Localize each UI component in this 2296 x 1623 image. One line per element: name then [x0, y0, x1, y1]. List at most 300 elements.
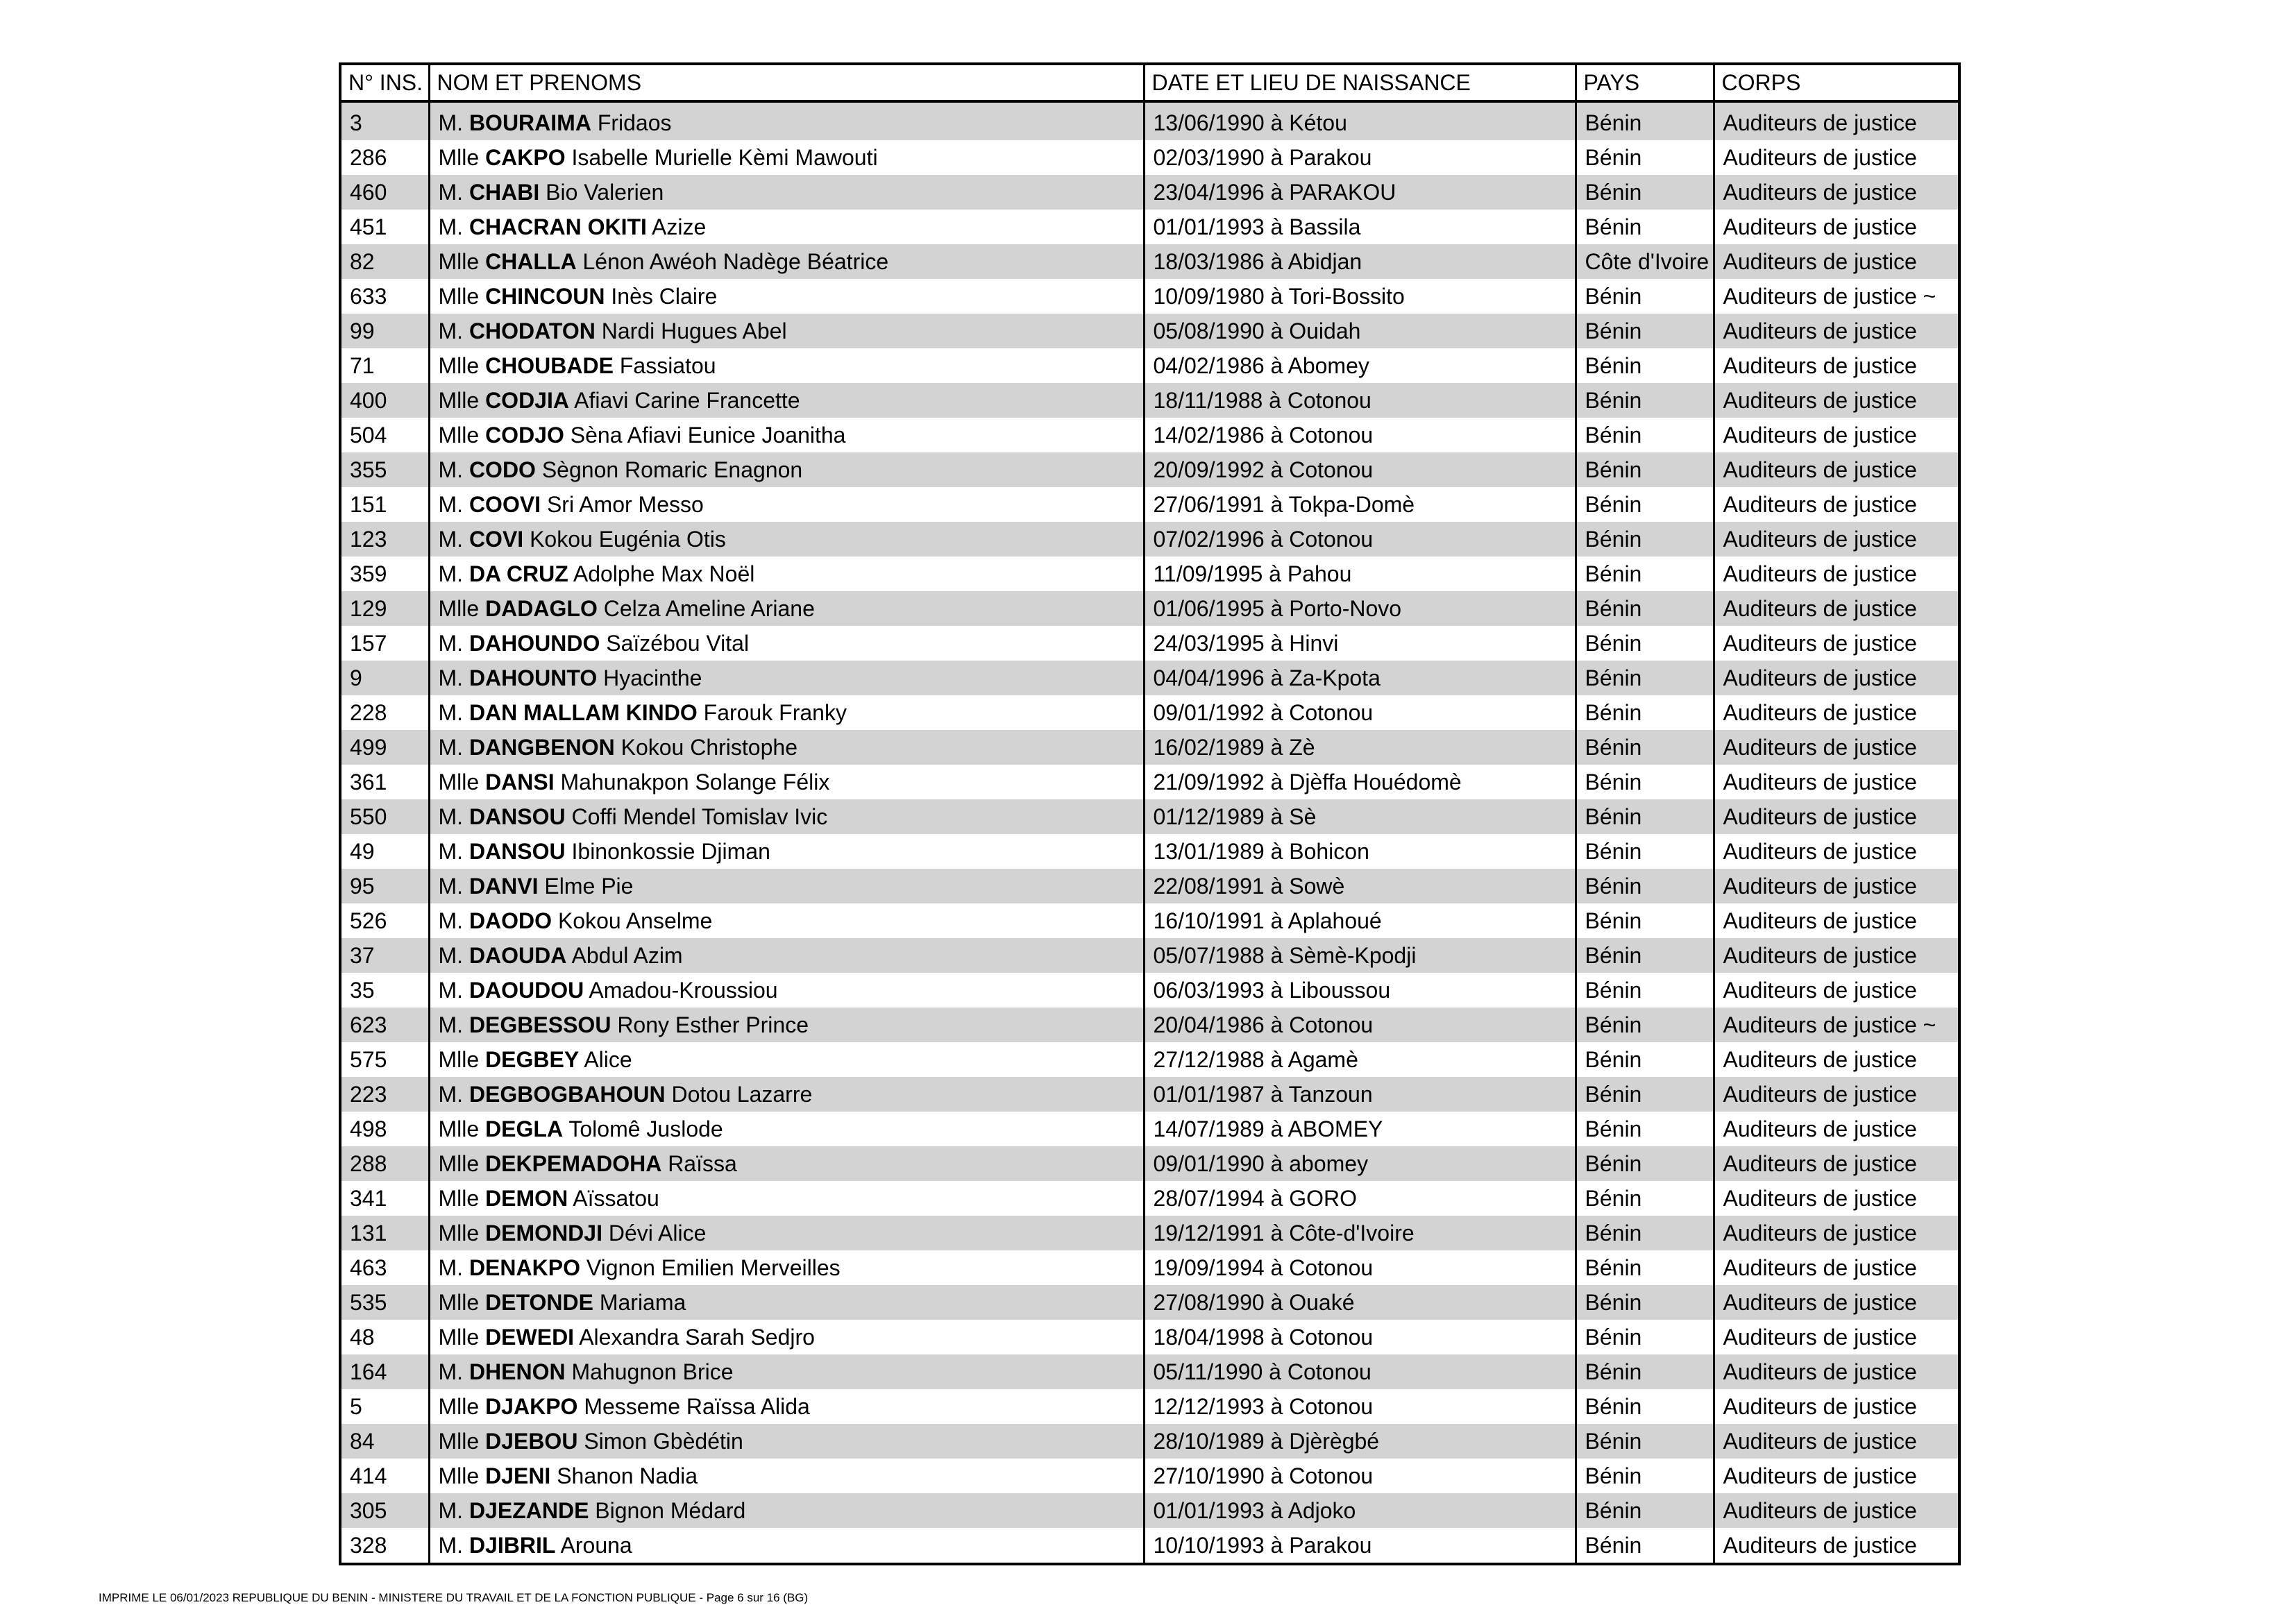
- cell-name: [429, 869, 1144, 903]
- cell-birth: 21/09/1992 à Djèffa Houédomè: [1144, 765, 1576, 799]
- header-corps: CORPS: [1714, 64, 1959, 101]
- cell-name: [429, 418, 1144, 452]
- civility: Mlle: [438, 249, 480, 274]
- given-names: Fassiatou: [619, 353, 716, 378]
- surname: DEGBEY: [485, 1047, 580, 1072]
- table-row: [340, 938, 1959, 973]
- cell-num: 49: [340, 834, 429, 869]
- table-row: [340, 556, 1959, 591]
- cell-corps: Auditeurs de justice: [1714, 1112, 1959, 1146]
- table-row: [340, 175, 1959, 210]
- cell-birth: 18/11/1988 à Cotonou: [1144, 383, 1576, 418]
- cell-corps: Auditeurs de justice: [1714, 730, 1959, 765]
- civility: Mlle: [438, 1394, 480, 1419]
- given-names: Isabelle Murielle Kèmi Mawouti: [571, 145, 878, 170]
- cell-name: [429, 799, 1144, 834]
- cell-name: [429, 244, 1144, 279]
- cell-country: Bénin: [1576, 101, 1714, 140]
- given-names: Celza Ameline Ariane: [603, 596, 815, 621]
- cell-country: Bénin: [1576, 1528, 1714, 1564]
- cell-birth: 27/12/1988 à Agamè: [1144, 1042, 1576, 1077]
- cell-name: [429, 383, 1144, 418]
- cell-birth: 18/03/1986 à Abidjan: [1144, 244, 1576, 279]
- surname: DJEBOU: [485, 1429, 578, 1454]
- cell-country: Bénin: [1576, 903, 1714, 938]
- surname: DENAKPO: [469, 1255, 580, 1280]
- cell-num: 305: [340, 1493, 429, 1528]
- header-birth: DATE ET LIEU DE NAISSANCE: [1144, 64, 1576, 101]
- surname: DANSOU: [469, 804, 566, 829]
- cell-num: 151: [340, 487, 429, 522]
- civility: M.: [438, 735, 464, 760]
- cell-birth: 27/06/1991 à Tokpa-Domè: [1144, 487, 1576, 522]
- cell-country: Bénin: [1576, 1112, 1714, 1146]
- cell-num: 526: [340, 903, 429, 938]
- cell-birth: 05/08/1990 à Ouidah: [1144, 314, 1576, 348]
- cell-birth: 16/02/1989 à Zè: [1144, 730, 1576, 765]
- page-footer: IMPRIME LE 06/01/2023 REPUBLIQUE DU BENIN - MINISTERE DU TRAVAIL ET DE LA FONCTION PUBLIQUE - Page 6 sur 16 (BG): [99, 1591, 809, 1604]
- cell-num: 164: [340, 1354, 429, 1389]
- cell-birth: 05/07/1988 à Sèmè-Kpodji: [1144, 938, 1576, 973]
- cell-corps: Auditeurs de justice: [1714, 452, 1959, 487]
- cell-birth: 20/09/1992 à Cotonou: [1144, 452, 1576, 487]
- cell-birth: 01/06/1995 à Porto-Novo: [1144, 591, 1576, 626]
- cell-corps: Auditeurs de justice: [1714, 101, 1959, 140]
- surname: COVI: [469, 527, 524, 552]
- table-row: [340, 1112, 1959, 1146]
- cell-name: [429, 1424, 1144, 1459]
- table-header: [340, 64, 1959, 101]
- cell-name: [429, 210, 1144, 244]
- cell-corps: Auditeurs de justice: [1714, 522, 1959, 556]
- table-row: [340, 799, 1959, 834]
- cell-name: [429, 730, 1144, 765]
- cell-corps: Auditeurs de justice: [1714, 626, 1959, 661]
- cell-corps: Auditeurs de justice: [1714, 383, 1959, 418]
- cell-corps: Auditeurs de justice: [1714, 348, 1959, 383]
- civility: Mlle: [438, 284, 480, 309]
- surname: CODJIA: [485, 388, 569, 413]
- cell-name: [429, 903, 1144, 938]
- given-names: Amadou-Kroussiou: [589, 978, 778, 1003]
- cell-birth: 02/03/1990 à Parakou: [1144, 140, 1576, 175]
- given-names: Rony Esther Prince: [617, 1012, 809, 1037]
- civility: M.: [438, 943, 464, 968]
- surname: CODO: [469, 457, 536, 482]
- civility: Mlle: [438, 1047, 480, 1072]
- table-row: [340, 1008, 1959, 1042]
- cell-birth: 27/10/1990 à Cotonou: [1144, 1459, 1576, 1493]
- table-row: [340, 210, 1959, 244]
- cell-corps: Auditeurs de justice: [1714, 210, 1959, 244]
- cell-name: [429, 452, 1144, 487]
- table-row: [340, 1042, 1959, 1077]
- table-row: [340, 487, 1959, 522]
- surname: CHINCOUN: [485, 284, 605, 309]
- surname: DJAKPO: [485, 1394, 578, 1419]
- surname: DETONDE: [485, 1290, 593, 1315]
- table-row: [340, 1146, 1959, 1181]
- civility: M.: [438, 110, 464, 135]
- cell-corps: Auditeurs de justice: [1714, 765, 1959, 799]
- table-row: [340, 765, 1959, 799]
- table-row: [340, 1528, 1959, 1564]
- cell-num: 95: [340, 869, 429, 903]
- cell-country: Bénin: [1576, 1216, 1714, 1250]
- cell-name: [429, 1077, 1144, 1112]
- cell-birth: 14/02/1986 à Cotonou: [1144, 418, 1576, 452]
- cell-birth: 13/01/1989 à Bohicon: [1144, 834, 1576, 869]
- civility: Mlle: [438, 423, 480, 448]
- civility: M.: [438, 1359, 464, 1384]
- civility: M.: [438, 874, 464, 899]
- cell-birth: 19/12/1991 à Côte-d'Ivoire: [1144, 1216, 1576, 1250]
- cell-name: [429, 487, 1144, 522]
- surname: COOVI: [469, 492, 541, 517]
- civility: Mlle: [438, 596, 480, 621]
- cell-country: Bénin: [1576, 591, 1714, 626]
- cell-birth: 28/07/1994 à GORO: [1144, 1181, 1576, 1216]
- cell-country: Côte d'Ivoire: [1576, 244, 1714, 279]
- cell-birth: 05/11/1990 à Cotonou: [1144, 1354, 1576, 1389]
- cell-corps: Auditeurs de justice: [1714, 556, 1959, 591]
- table-row: [340, 140, 1959, 175]
- cell-corps: Auditeurs de justice: [1714, 1459, 1959, 1493]
- cell-name: [429, 973, 1144, 1008]
- cell-num: 123: [340, 522, 429, 556]
- cell-country: Bénin: [1576, 210, 1714, 244]
- cell-num: 359: [340, 556, 429, 591]
- cell-num: 341: [340, 1181, 429, 1216]
- header-name: NOM ET PRENOMS: [429, 64, 1144, 101]
- cell-corps: Auditeurs de justice: [1714, 418, 1959, 452]
- given-names: Sèna Afiavi Eunice Joanitha: [570, 423, 846, 448]
- cell-birth: 19/09/1994 à Cotonou: [1144, 1250, 1576, 1285]
- cell-corps: Auditeurs de justice: [1714, 695, 1959, 730]
- cell-name: [429, 1112, 1144, 1146]
- surname: DA CRUZ: [469, 561, 568, 586]
- surname: BOURAIMA: [469, 110, 591, 135]
- cell-corps: Auditeurs de justice: [1714, 1493, 1959, 1528]
- given-names: Bignon Médard: [595, 1498, 746, 1523]
- cell-num: 414: [340, 1459, 429, 1493]
- given-names: Adolphe Max Noël: [573, 561, 755, 586]
- civility: M.: [438, 180, 464, 205]
- surname: DEMONDJI: [485, 1221, 602, 1246]
- table-row: [340, 1459, 1959, 1493]
- cell-name: [429, 1528, 1144, 1564]
- civility: M.: [438, 804, 464, 829]
- civility: Mlle: [438, 1186, 480, 1211]
- cell-birth: 06/03/1993 à Liboussou: [1144, 973, 1576, 1008]
- cell-country: Bénin: [1576, 1008, 1714, 1042]
- candidates-table: [339, 62, 1961, 1565]
- civility: Mlle: [438, 1429, 480, 1454]
- table-row: [340, 1354, 1959, 1389]
- civility: M.: [438, 561, 464, 586]
- cell-country: Bénin: [1576, 1077, 1714, 1112]
- cell-name: [429, 695, 1144, 730]
- civility: Mlle: [438, 1325, 480, 1350]
- cell-num: 463: [340, 1250, 429, 1285]
- table-row: [340, 244, 1959, 279]
- cell-country: Bénin: [1576, 661, 1714, 695]
- cell-name: [429, 1493, 1144, 1528]
- cell-country: Bénin: [1576, 1181, 1714, 1216]
- cell-birth: 22/08/1991 à Sowè: [1144, 869, 1576, 903]
- cell-corps: Auditeurs de justice: [1714, 903, 1959, 938]
- given-names: Sri Amor Messo: [546, 492, 704, 517]
- cell-country: Bénin: [1576, 1493, 1714, 1528]
- cell-birth: 01/01/1993 à Adjoko: [1144, 1493, 1576, 1528]
- given-names: Afiavi Carine Francette: [574, 388, 800, 413]
- cell-name: [429, 1354, 1144, 1389]
- cell-num: 129: [340, 591, 429, 626]
- given-names: Abdul Azim: [571, 943, 683, 968]
- surname: DAHOUNDO: [469, 631, 600, 656]
- cell-num: 361: [340, 765, 429, 799]
- table-row: [340, 869, 1959, 903]
- table-row: [340, 695, 1959, 730]
- cell-birth: 09/01/1992 à Cotonou: [1144, 695, 1576, 730]
- cell-name: [429, 522, 1144, 556]
- given-names: Mariama: [599, 1290, 686, 1315]
- civility: M.: [438, 1533, 464, 1558]
- cell-corps: Auditeurs de justice: [1714, 487, 1959, 522]
- cell-corps: Auditeurs de justice: [1714, 175, 1959, 210]
- surname: CAKPO: [485, 145, 566, 170]
- given-names: Aïssatou: [573, 1186, 659, 1211]
- table-row: [340, 418, 1959, 452]
- table-row: [340, 661, 1959, 695]
- cell-corps: Auditeurs de justice: [1714, 834, 1959, 869]
- table-row: [340, 1320, 1959, 1354]
- cell-num: 498: [340, 1112, 429, 1146]
- surname: DANVI: [469, 874, 539, 899]
- given-names: Coffi Mendel Tomislav Ivic: [571, 804, 828, 829]
- cell-birth: 27/08/1990 à Ouaké: [1144, 1285, 1576, 1320]
- surname: CHACRAN OKITI: [469, 214, 647, 239]
- civility: Mlle: [438, 353, 480, 378]
- civility: Mlle: [438, 1463, 480, 1488]
- surname: DAODO: [469, 908, 552, 933]
- cell-country: Bénin: [1576, 973, 1714, 1008]
- cell-num: 48: [340, 1320, 429, 1354]
- given-names: Hyacinthe: [603, 665, 702, 690]
- cell-num: 35: [340, 973, 429, 1008]
- cell-corps: Auditeurs de justice ~: [1714, 1008, 1959, 1042]
- surname: CHABI: [469, 180, 540, 205]
- cell-corps: Auditeurs de justice: [1714, 314, 1959, 348]
- table-row: [340, 522, 1959, 556]
- cell-num: 286: [340, 140, 429, 175]
- cell-num: 623: [340, 1008, 429, 1042]
- cell-num: 535: [340, 1285, 429, 1320]
- civility: M.: [438, 665, 464, 690]
- cell-name: [429, 1389, 1144, 1424]
- surname: DHENON: [469, 1359, 566, 1384]
- cell-birth: 23/04/1996 à PARAKOU: [1144, 175, 1576, 210]
- cell-name: [429, 1320, 1144, 1354]
- cell-num: 71: [340, 348, 429, 383]
- civility: M.: [438, 1012, 464, 1037]
- cell-country: Bénin: [1576, 314, 1714, 348]
- surname: DAN MALLAM KINDO: [469, 700, 698, 725]
- table-row: [340, 452, 1959, 487]
- cell-birth: 11/09/1995 à Pahou: [1144, 556, 1576, 591]
- cell-country: Bénin: [1576, 1459, 1714, 1493]
- cell-birth: 14/07/1989 à ABOMEY: [1144, 1112, 1576, 1146]
- cell-birth: 16/10/1991 à Aplahoué: [1144, 903, 1576, 938]
- civility: M.: [438, 631, 464, 656]
- given-names: Mahugnon Brice: [571, 1359, 734, 1384]
- given-names: Kokou Christophe: [621, 735, 797, 760]
- header-num: N° INS.: [340, 64, 429, 101]
- surname: DEGBESSOU: [469, 1012, 611, 1037]
- cell-birth: 09/01/1990 à abomey: [1144, 1146, 1576, 1181]
- cell-country: Bénin: [1576, 279, 1714, 314]
- given-names: Dévi Alice: [608, 1221, 707, 1246]
- given-names: Tolomê Juslode: [568, 1116, 723, 1141]
- cell-corps: Auditeurs de justice ~: [1714, 279, 1959, 314]
- cell-country: Bénin: [1576, 1424, 1714, 1459]
- cell-num: 223: [340, 1077, 429, 1112]
- cell-corps: Auditeurs de justice: [1714, 140, 1959, 175]
- cell-country: Bénin: [1576, 175, 1714, 210]
- table-row: [340, 973, 1959, 1008]
- cell-num: 328: [340, 1528, 429, 1564]
- given-names: Sègnon Romaric Enagnon: [541, 457, 803, 482]
- given-names: Alice: [584, 1047, 632, 1072]
- cell-birth: 12/12/1993 à Cotonou: [1144, 1389, 1576, 1424]
- cell-country: Bénin: [1576, 730, 1714, 765]
- given-names: Arouna: [560, 1533, 632, 1558]
- given-names: Farouk Franky: [703, 700, 847, 725]
- given-names: Alexandra Sarah Sedjro: [579, 1325, 815, 1350]
- cell-name: [429, 556, 1144, 591]
- cell-name: [429, 348, 1144, 383]
- given-names: Vignon Emilien Merveilles: [586, 1255, 841, 1280]
- cell-num: 228: [340, 695, 429, 730]
- cell-birth: 18/04/1998 à Cotonou: [1144, 1320, 1576, 1354]
- given-names: Inès Claire: [611, 284, 718, 309]
- civility: Mlle: [438, 1221, 480, 1246]
- civility: M.: [438, 527, 464, 552]
- table-row: [340, 1424, 1959, 1459]
- cell-country: Bénin: [1576, 1389, 1714, 1424]
- surname: DEWEDI: [485, 1325, 575, 1350]
- cell-country: Bénin: [1576, 1250, 1714, 1285]
- given-names: Mahunakpon Solange Félix: [560, 770, 830, 794]
- cell-birth: 04/04/1996 à Za-Kpota: [1144, 661, 1576, 695]
- table-row: [340, 1250, 1959, 1285]
- table-row: [340, 834, 1959, 869]
- surname: DJIBRIL: [469, 1533, 556, 1558]
- cell-corps: Auditeurs de justice: [1714, 1354, 1959, 1389]
- cell-country: Bénin: [1576, 140, 1714, 175]
- cell-num: 5: [340, 1389, 429, 1424]
- civility: Mlle: [438, 388, 480, 413]
- table-row: [340, 1077, 1959, 1112]
- table-row: [340, 903, 1959, 938]
- cell-name: [429, 314, 1144, 348]
- civility: M.: [438, 457, 464, 482]
- cell-corps: Auditeurs de justice: [1714, 244, 1959, 279]
- cell-num: 460: [340, 175, 429, 210]
- header-country: PAYS: [1576, 64, 1714, 101]
- cell-corps: Auditeurs de justice: [1714, 1250, 1959, 1285]
- cell-name: [429, 1146, 1144, 1181]
- cell-corps: Auditeurs de justice: [1714, 591, 1959, 626]
- surname: DANSOU: [469, 839, 566, 864]
- given-names: Kokou Eugénia Otis: [530, 527, 726, 552]
- cell-name: [429, 1181, 1144, 1216]
- cell-corps: Auditeurs de justice: [1714, 938, 1959, 973]
- surname: DEKPEMADOHA: [485, 1151, 662, 1176]
- cell-country: Bénin: [1576, 383, 1714, 418]
- surname: DANSI: [485, 770, 555, 794]
- table-row: [340, 1493, 1959, 1528]
- header-row: [340, 64, 1959, 101]
- surname: DJENI: [485, 1463, 551, 1488]
- cell-country: Bénin: [1576, 556, 1714, 591]
- surname: DJEZANDE: [469, 1498, 589, 1523]
- cell-birth: 01/01/1993 à Bassila: [1144, 210, 1576, 244]
- surname: DAHOUNTO: [469, 665, 598, 690]
- cell-name: [429, 140, 1144, 175]
- table-row: [340, 1389, 1959, 1424]
- cell-birth: 07/02/1996 à Cotonou: [1144, 522, 1576, 556]
- civility: M.: [438, 1082, 464, 1107]
- cell-name: [429, 938, 1144, 973]
- civility: M.: [438, 1498, 464, 1523]
- cell-corps: Auditeurs de justice: [1714, 1042, 1959, 1077]
- surname: DADAGLO: [485, 596, 598, 621]
- cell-num: 157: [340, 626, 429, 661]
- cell-country: Bénin: [1576, 626, 1714, 661]
- cell-country: Bénin: [1576, 522, 1714, 556]
- cell-name: [429, 661, 1144, 695]
- cell-birth: 01/01/1987 à Tanzoun: [1144, 1077, 1576, 1112]
- cell-num: 37: [340, 938, 429, 973]
- cell-num: 575: [340, 1042, 429, 1077]
- civility: M.: [438, 214, 464, 239]
- civility: M.: [438, 700, 464, 725]
- surname: DEMON: [485, 1186, 568, 1211]
- cell-corps: Auditeurs de justice: [1714, 661, 1959, 695]
- cell-country: Bénin: [1576, 765, 1714, 799]
- table-row: [340, 1181, 1959, 1216]
- given-names: Elme Pie: [544, 874, 634, 899]
- cell-corps: Auditeurs de justice: [1714, 1216, 1959, 1250]
- cell-num: 99: [340, 314, 429, 348]
- cell-name: [429, 1042, 1144, 1077]
- cell-country: Bénin: [1576, 938, 1714, 973]
- cell-name: [429, 626, 1144, 661]
- cell-num: 633: [340, 279, 429, 314]
- cell-name: [429, 1216, 1144, 1250]
- table-row: [340, 1216, 1959, 1250]
- cell-country: Bénin: [1576, 1354, 1714, 1389]
- cell-country: Bénin: [1576, 799, 1714, 834]
- cell-num: 9: [340, 661, 429, 695]
- given-names: Fridaos: [597, 110, 672, 135]
- given-names: Nardi Hugues Abel: [601, 318, 787, 343]
- table-body: [340, 101, 1959, 1564]
- cell-name: [429, 1459, 1144, 1493]
- cell-name: [429, 175, 1144, 210]
- cell-corps: Auditeurs de justice: [1714, 1181, 1959, 1216]
